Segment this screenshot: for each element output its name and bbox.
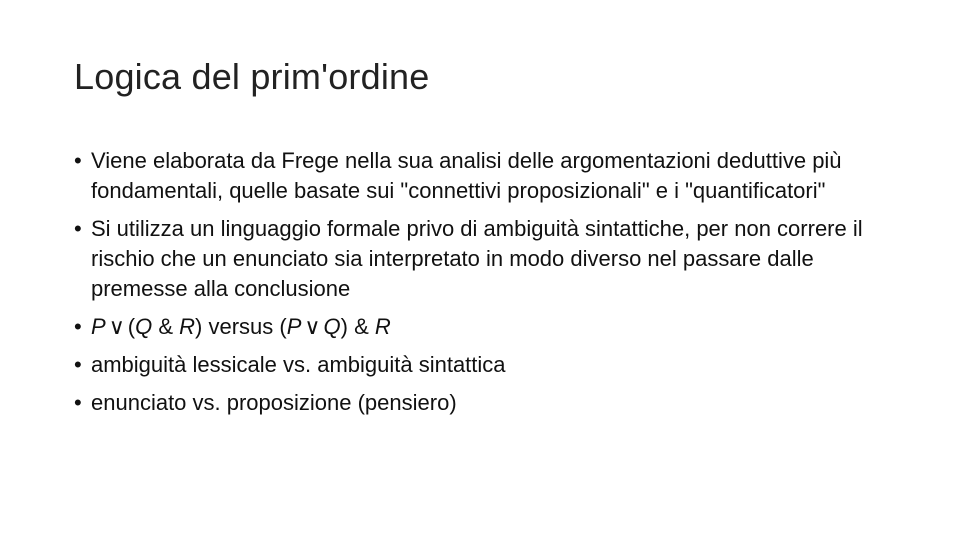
formula-close-paren-1: ) bbox=[195, 314, 203, 339]
bullet-dot: • bbox=[74, 390, 82, 415]
formula-open-paren-1: ( bbox=[127, 314, 136, 339]
bullet-item-enunciato bbox=[74, 388, 874, 418]
logic-formula bbox=[91, 312, 391, 342]
slide-title: Logica del prim'ordine bbox=[74, 56, 430, 97]
bullet-list bbox=[74, 146, 874, 426]
bullet-item-linguaggio-formale bbox=[74, 214, 874, 304]
bullet-dot: • bbox=[74, 148, 82, 173]
formula-and-2: & bbox=[347, 314, 375, 339]
formula-or-symbol-2: ∨ bbox=[304, 314, 321, 339]
formula-and-1: & bbox=[152, 314, 180, 339]
formula-close-paren-2: ) bbox=[340, 314, 348, 339]
formula-p2: P bbox=[286, 314, 302, 339]
bullet-text: Viene elaborata da Frege nella sua analisi delle argomentazioni deduttive più fondamentali, quelle basate sui "connettivi proposizionali" e i "quantificatori" bbox=[91, 148, 842, 203]
bullet-item-frege bbox=[74, 146, 874, 206]
formula-versus: versus bbox=[202, 314, 280, 339]
formula-p1: P bbox=[91, 314, 106, 339]
bullet-text: enunciato vs. proposizione (pensiero) bbox=[91, 390, 457, 415]
bullet-dot: • bbox=[74, 314, 82, 339]
formula-or-symbol-1: ∨ bbox=[108, 314, 125, 339]
bullet-item-ambiguita bbox=[74, 350, 874, 380]
bullet-text: Si utilizza un linguaggio formale privo di ambiguità sintattiche, per non correre il rischio che un enunciato sia interpretato in modo diverso nel passare dalle premesse alla conclusione bbox=[91, 216, 863, 301]
formula-q2: Q bbox=[323, 314, 341, 339]
bullet-dot: • bbox=[74, 216, 82, 241]
formula-q1: Q bbox=[135, 314, 153, 339]
formula-r2: R bbox=[374, 314, 391, 339]
bullet-item-formula bbox=[74, 312, 874, 342]
formula-open-paren-2: ( bbox=[279, 314, 287, 339]
bullet-dot: • bbox=[74, 352, 82, 377]
bullet-text: ambiguità lessicale vs. ambiguità sintattica bbox=[91, 352, 506, 377]
formula-r1: R bbox=[179, 314, 196, 339]
